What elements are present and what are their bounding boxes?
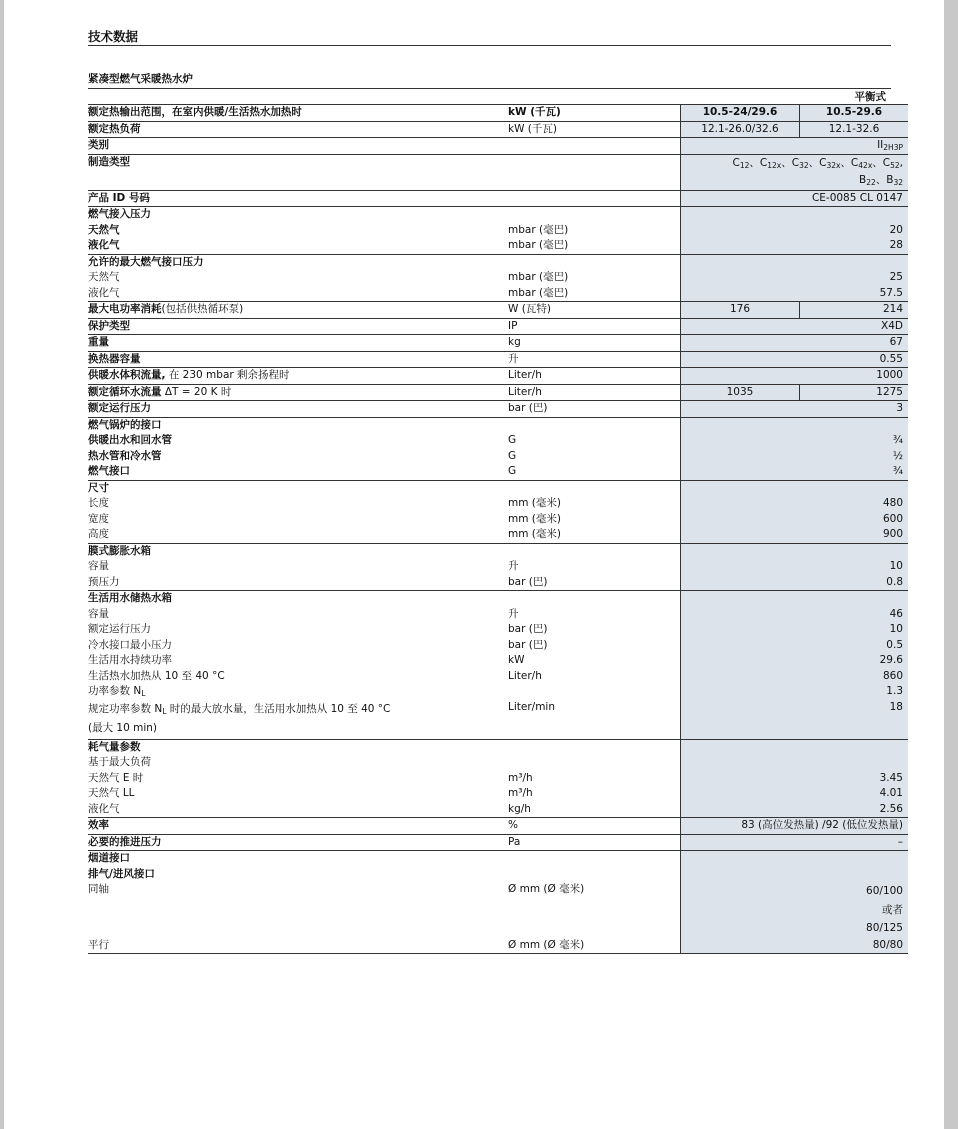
table-row (88, 105, 908, 122)
row-value: CE-0085 CL 0147 (681, 190, 909, 207)
variant-label: 平衡式 (854, 91, 886, 103)
row-unit: G (508, 434, 517, 447)
row-value: 0.8 (681, 575, 909, 591)
table-row (88, 254, 908, 270)
row-value-2 (800, 138, 909, 155)
row-value-1: 10.5-24/29.6 (681, 105, 800, 122)
row-label: 预压力 (88, 575, 120, 588)
row-label: 允许的最大燃气接口压力 (88, 254, 503, 270)
row-label: 额定循环水流量 ΔT = 20 K 时 (88, 384, 503, 401)
table-row (88, 755, 908, 771)
row-label: 平行 (88, 938, 503, 954)
row-label: 液化气 (88, 286, 120, 299)
category-subscript: 2H3P (883, 143, 903, 152)
row-label: 尺寸 (88, 480, 503, 496)
row-value: 80/80 (681, 938, 909, 954)
row-label: 宽度 (88, 512, 109, 525)
table-row (88, 684, 908, 700)
row-value: 860 (681, 669, 909, 685)
row-unit: Pa (503, 834, 681, 851)
table-row (88, 739, 908, 755)
table-row (88, 270, 908, 286)
row-unit: Ø mm (Ø 毫米) (508, 883, 585, 896)
row-label: 烟道接口 (88, 851, 503, 867)
row-label: 膜式膨胀水箱 (88, 543, 503, 559)
row-label: 天然气 (88, 271, 120, 284)
table-row (88, 433, 908, 449)
row-label: 冷水接口最小压力 (88, 638, 172, 651)
table-row (88, 653, 908, 669)
row-unit: mbar (毫巴) (508, 271, 569, 284)
table-row (88, 867, 908, 883)
row-value: 18 (681, 700, 909, 740)
row-unit (503, 138, 681, 155)
table-row (88, 512, 908, 528)
row-label: 换热器容量 (88, 351, 503, 368)
table-row (88, 818, 908, 835)
row-unit: Liter/h (503, 368, 681, 385)
table-row (88, 802, 908, 818)
row-value-1: 1035 (681, 384, 800, 401)
row-unit: 升 (508, 607, 519, 620)
row-label: 液化气 (88, 802, 120, 815)
document-page (88, 28, 903, 954)
row-unit: 升 (508, 560, 519, 573)
table-row (88, 207, 908, 223)
row-value: 4.01 (681, 786, 909, 802)
row-label: 生活用水持续功率 (88, 654, 172, 667)
row-value: 46 (681, 607, 909, 623)
table-row (88, 575, 908, 591)
row-label: 容量 (88, 607, 109, 620)
row-unit: m³/h (508, 771, 533, 784)
row-label: 天然气 (88, 223, 120, 236)
row-unit: Ø mm (Ø 毫米) (503, 938, 681, 954)
row-label: 规定功率参数 $N_L$ 时的最大放水量，生活用水加热从 10 至 40 °C (最大 10 min) (88, 702, 391, 735)
row-value: ¾ (681, 464, 909, 480)
table-row (88, 449, 908, 465)
row-unit: % (503, 818, 681, 835)
table-row (88, 401, 908, 418)
row-value-1: 12.1-26.0/32.6 (681, 121, 800, 138)
category-value: II (877, 139, 884, 151)
row-value: 900 (681, 527, 909, 543)
table-row (88, 154, 908, 190)
table-row (88, 318, 908, 335)
table-row (88, 121, 908, 138)
row-unit: W (瓦特) (503, 302, 681, 319)
row-value: 3.45 (681, 771, 909, 787)
row-label: 高度 (88, 528, 109, 541)
table-row (88, 335, 908, 352)
row-value: 67 (681, 335, 909, 352)
table-row (88, 607, 908, 623)
row-label: 额定运行压力 (88, 401, 503, 418)
table-row (88, 834, 908, 851)
table-row (88, 786, 908, 802)
row-unit: kW (508, 654, 525, 667)
table-row (88, 700, 908, 740)
table-row (88, 771, 908, 787)
row-label: 生活用水储热水箱 (88, 591, 503, 607)
row-unit (503, 190, 681, 207)
row-value: – (681, 834, 909, 851)
row-value: 2.56 (681, 802, 909, 818)
section-title: 紧凑型燃气采暖热水炉 (88, 71, 891, 89)
row-unit: kg/h (508, 802, 531, 815)
table-row (88, 591, 908, 607)
row-label: 排气/进风接口 (88, 867, 155, 880)
row-value: 0.5 (681, 638, 909, 654)
table-row (88, 368, 908, 385)
row-label: 同轴 (88, 883, 109, 896)
row-label: 制造类型 (88, 154, 503, 190)
row-value: 600 (681, 512, 909, 528)
row-unit: kg (503, 335, 681, 352)
table-row (88, 543, 908, 559)
row-unit: 升 (503, 351, 681, 368)
row-value: ½ (681, 449, 909, 465)
row-unit: mbar (毫巴) (508, 286, 569, 299)
table-row (88, 417, 908, 433)
row-value-1 (681, 138, 800, 155)
row-value: 28 (681, 238, 909, 254)
table-row (88, 527, 908, 543)
row-value-1: 176 (681, 302, 800, 319)
row-value-2: 214 (800, 302, 909, 319)
row-unit: IP (503, 318, 681, 335)
table-row (88, 286, 908, 302)
row-value: 60/100 或者 80/125 (681, 882, 909, 938)
row-label: 重量 (88, 335, 503, 352)
row-value: 480 (681, 496, 909, 512)
row-unit: mbar (毫巴) (508, 239, 569, 252)
page-left-edge (0, 0, 4, 1129)
row-value: 3 (681, 401, 909, 418)
row-value: ¾ (681, 433, 909, 449)
row-label: 类别 (88, 138, 503, 155)
row-unit: mm (毫米) (508, 528, 561, 541)
row-value: 25 (681, 270, 909, 286)
row-label: 天然气 LL (88, 787, 135, 800)
row-value: 10 (681, 559, 909, 575)
row-unit: Liter/min (508, 700, 555, 713)
table-row (88, 638, 908, 654)
table-row (88, 496, 908, 512)
row-label: 最大电功率消耗(包括供热循环泵) (88, 302, 503, 319)
row-unit: bar (巴) (503, 401, 681, 418)
table-row (88, 938, 908, 954)
row-unit: mm (毫米) (508, 497, 561, 510)
table-row (88, 138, 908, 155)
row-label: 额定热输出范围，在室内供暖/生活热水加热时 (88, 105, 503, 122)
row-value: 57.5 (681, 286, 909, 302)
row-unit: Liter/h (508, 669, 542, 682)
row-label: 供暖出水和回水管 (88, 434, 172, 447)
row-label: 燃气锅炉的接口 (88, 417, 503, 433)
row-label: 基于最大负荷 (88, 756, 151, 769)
table-row (88, 622, 908, 638)
table-row (88, 882, 908, 938)
table-row (88, 669, 908, 685)
row-label: 功率参数 $N_L$ (88, 685, 146, 699)
row-label: 产品 ID 号码 (88, 190, 503, 207)
row-unit: mbar (毫巴) (508, 223, 569, 236)
table-row (88, 238, 908, 254)
table-row (88, 559, 908, 575)
row-value-2: 12.1-32.6 (800, 121, 909, 138)
row-label: 保护类型 (88, 318, 503, 335)
row-label: 耗气量参数 (88, 739, 503, 755)
page-title: 技术数据 (88, 28, 891, 46)
table-row (88, 851, 908, 867)
row-value: 1000 (681, 368, 909, 385)
row-unit: mm (毫米) (508, 512, 561, 525)
row-unit: G (508, 449, 517, 462)
row-value: 1.3 (681, 684, 909, 700)
table-row (88, 223, 908, 239)
row-value: 10 (681, 622, 909, 638)
table-row (88, 480, 908, 496)
row-label: 额定运行压力 (88, 623, 151, 636)
row-value-2: 10.5-29.6 (800, 105, 909, 122)
row-label: 效率 (88, 818, 503, 835)
row-label: 容量 (88, 560, 109, 573)
row-label: 供暖水体积流量, 在 230 mbar 剩余扬程时 (88, 368, 503, 385)
table-row (88, 464, 908, 480)
row-unit: bar (巴) (508, 575, 548, 588)
row-unit: G (508, 465, 517, 478)
row-label: 液化气 (88, 239, 120, 252)
table-row (88, 351, 908, 368)
row-label: 天然气 E 时 (88, 771, 144, 784)
row-value-2: 1275 (800, 384, 909, 401)
row-value: 83 (高位发热量) /92 (低位发热量) (681, 818, 909, 835)
row-unit: kW (千瓦) (503, 121, 681, 138)
row-value: 29.6 (681, 653, 909, 669)
row-label: 燃气接入压力 (88, 207, 503, 223)
row-unit (503, 154, 681, 190)
row-label: 必要的推进压力 (88, 834, 503, 851)
row-unit: Liter/h (503, 384, 681, 401)
table-row (88, 302, 908, 319)
row-label: 生活热水加热从 10 至 40 °C (88, 669, 225, 682)
row-label: 热水管和冷水管 (88, 449, 162, 462)
spec-table (88, 104, 908, 954)
row-label: 燃气接口 (88, 465, 130, 478)
variant-header (88, 89, 891, 104)
row-label: 额定热负荷 (88, 121, 503, 138)
row-value: X4D (681, 318, 909, 335)
row-label: 长度 (88, 497, 109, 510)
row-unit: bar (巴) (508, 623, 548, 636)
page-right-edge (944, 0, 958, 1129)
row-unit (503, 684, 681, 700)
row-unit: bar (巴) (508, 638, 548, 651)
row-value: 0.55 (681, 351, 909, 368)
table-row (88, 190, 908, 207)
table-row (88, 384, 908, 401)
row-value: 20 (681, 223, 909, 239)
row-unit: kW (千瓦) (503, 105, 681, 122)
row-unit: m³/h (508, 787, 533, 800)
row-value: $C_{12}$、$C_{12x}$、$C_{32}$、$C_{32x}$、$C_{42x}$、$C_{52}$, $B_{22}$、$B_{32}$ (681, 154, 909, 190)
